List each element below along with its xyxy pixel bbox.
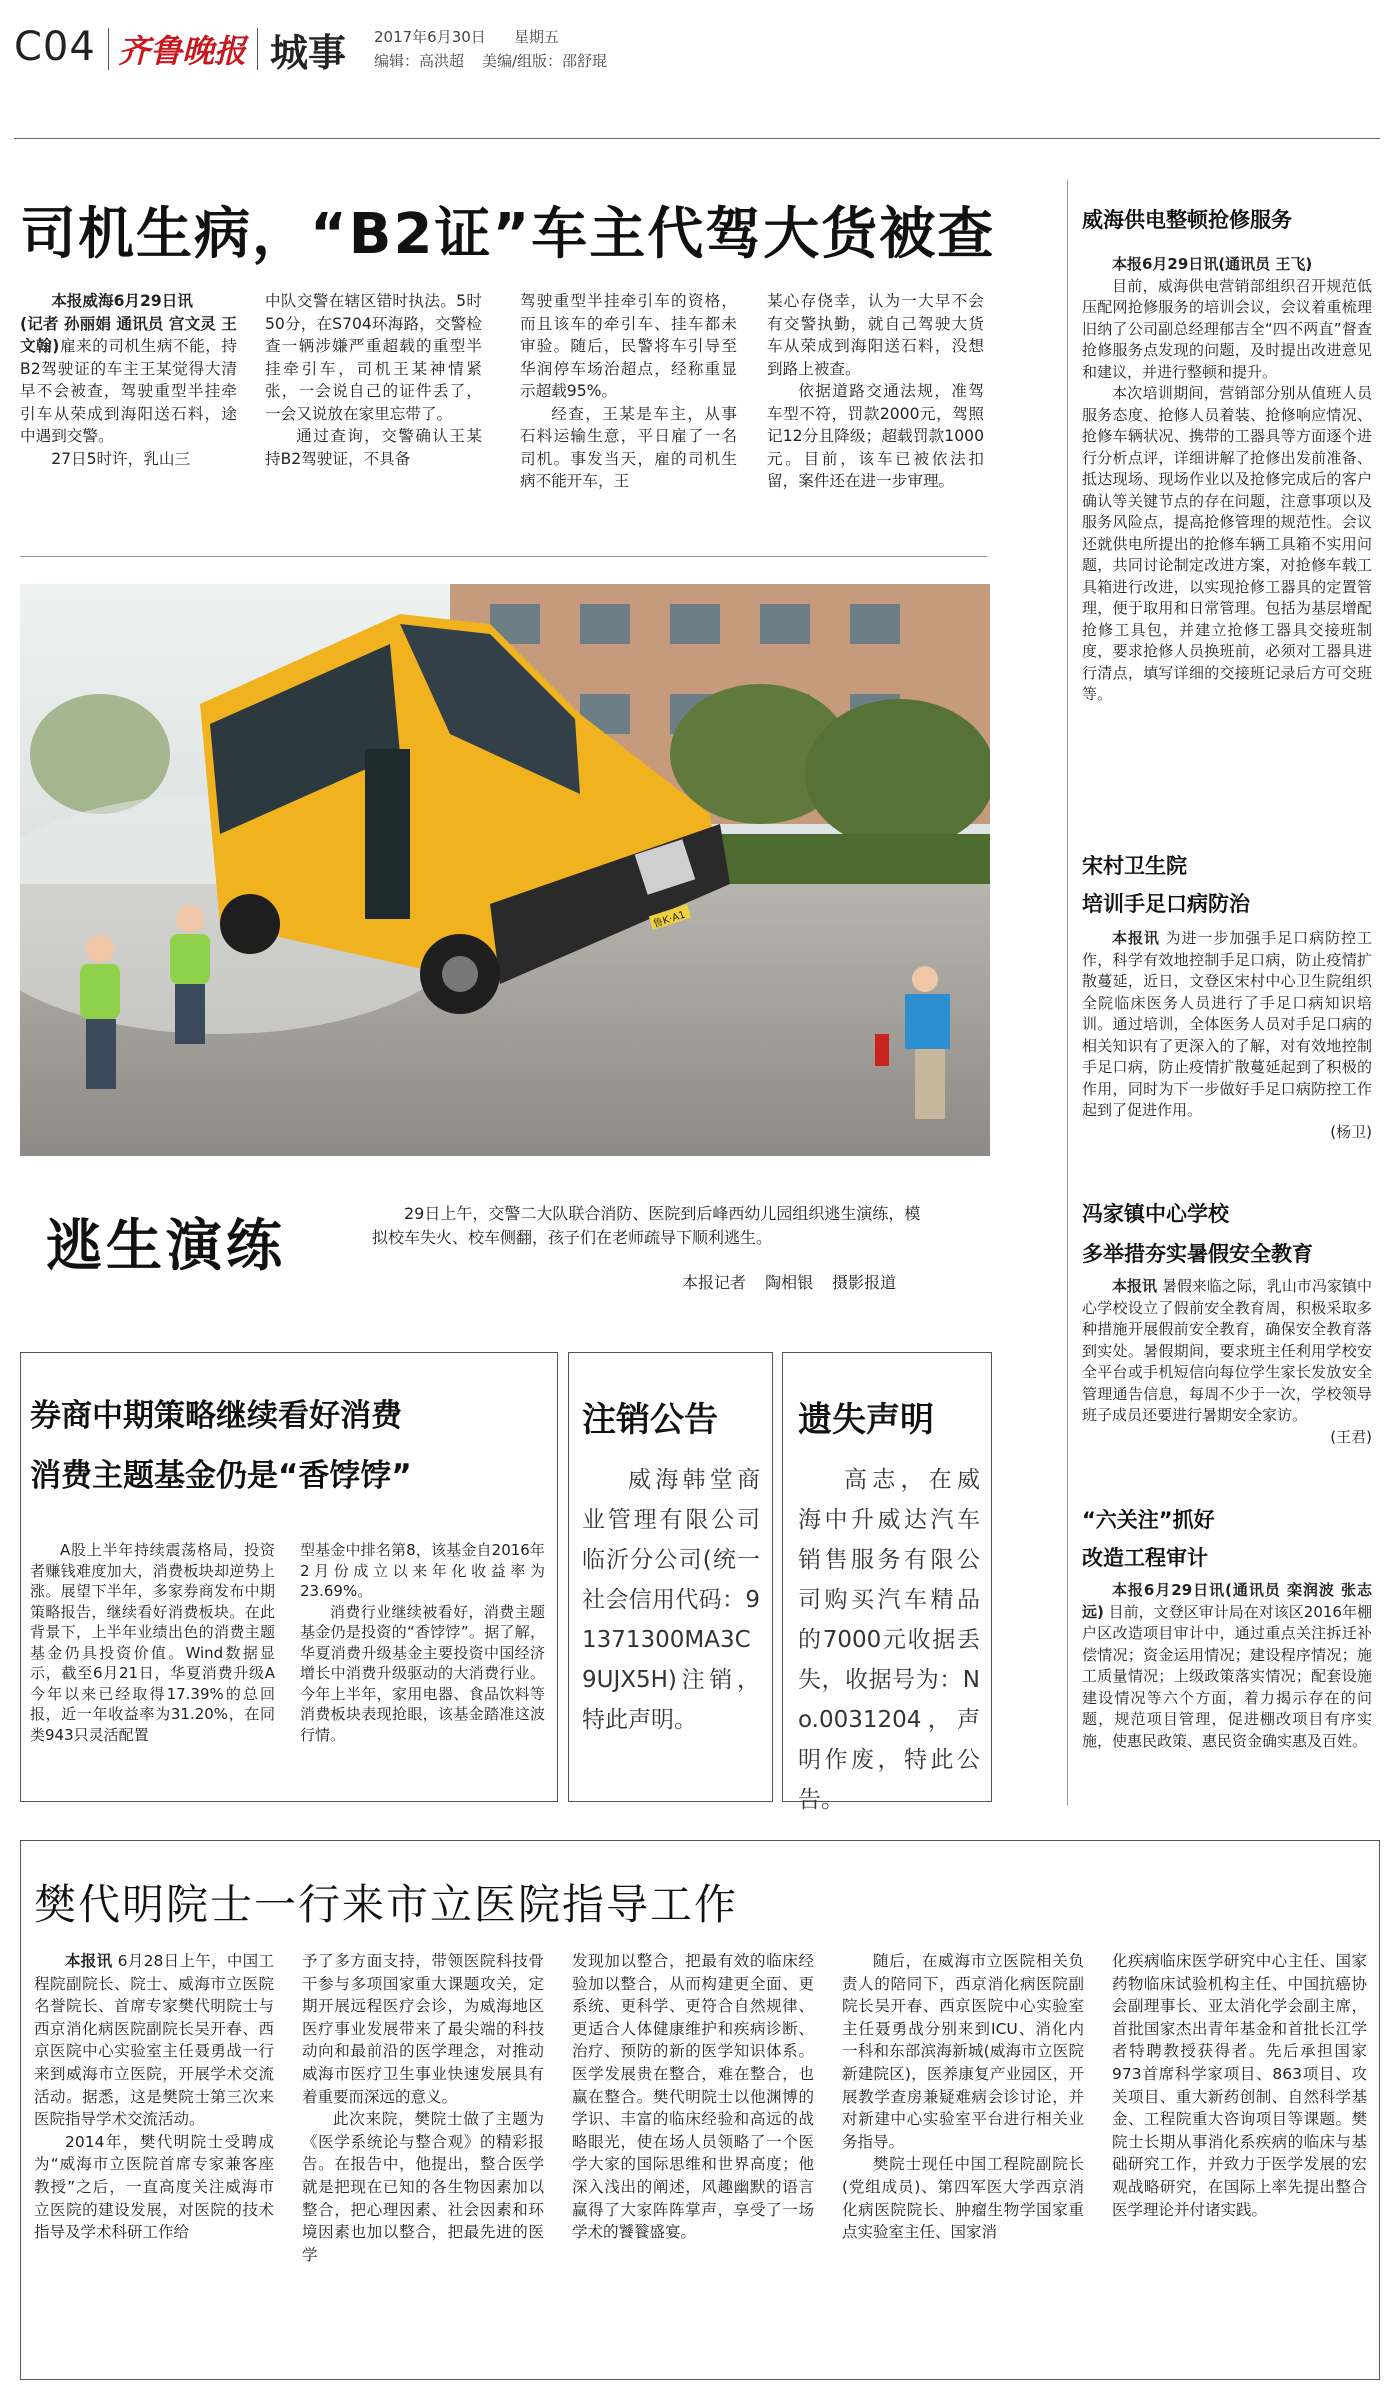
page-code: C04 <box>14 24 96 70</box>
notice-cancel-title: 注销公告 <box>582 1400 718 1440</box>
sidebar-3-body <box>1082 1276 1372 1448</box>
bottom-col2-text: 予了多方面支持，带领医院科技骨干参与多项国家重大课题攻关，定期开展远程医疗会诊，为威海地区医疗事业发展带来了最尖端的科技动向和最前沿的医学理念，对推动威海市医疗卫生事业快速发展具有着重要而深远的意义。 <box>302 1952 544 2106</box>
sidebar-3-title-1: 冯家镇中心学校 <box>1082 1202 1229 1226</box>
fund-col1-text: A股上半年持续震荡格局，投资者赚钱难度加大，消费板块却逆势上涨。展望下半年，多家券商发布中期策略报告，继续看好消费板块。在此背景下，上半年业绩出色的消费主题基金仍具投资价值。Wind数据显示，截至6月21日，华夏消费升级A今年以来已经取得17.39%的总回报，近一年收益率为31.20%，在同类943只灵活配置 <box>30 1541 275 1744</box>
sidebar-4-p1: 目前，文登区审计局在对该区2016年棚户区改造项目审计中，通过重点关注拆迁补偿情况；资金运用情况；建设程序情况；施工质量情况；上级政策落实情况；配套设施建设情况等六个方面，着力揭示存在的问题，规范项目管理，促进棚改项目有序实施，使惠民政策、惠民资金确实惠及百姓。 <box>1082 1602 1372 1750</box>
bottom-col-5 <box>1112 1950 1367 2370</box>
lead-dateline: 本报威海6月29日讯 <box>51 292 193 310</box>
lead-col2-p2: 通过查询，交警确认王某持B2驾驶证，不具备 <box>265 427 482 468</box>
lead-bottom-rule <box>20 556 987 557</box>
sidebar-3-sign: (王君) <box>1330 1427 1372 1446</box>
sidebar-4-title-2: 改造工程审计 <box>1082 1546 1208 1570</box>
bottom-col5-text: 化疾病临床医学研究中心主任、国家药物临床试验机构主任、中国抗癌协会副理事长、亚太消化学会副主席，首批国家杰出青年基金和首批长江学者特聘教授获得者。先后承担国家973首席科学家项目、863项目、攻关项目、重大新药创制、自然科学基金、工程院重大咨询项目等课题。樊院士长期从事消化系疾病的临床与基础研究工作，并致力于医学发展的宏观战略研究，在国际上率先提出整合医学理论并付诸实践。 <box>1112 1952 1367 2219</box>
sidebar-1-p1: 目前，威海供电营销部组织召开规范低压配网抢修服务的培训会议，会议着重梳理旧纳了公司副总经理郁吉全“四不两直”督查抢修服务点发现的问题，及时提出改进意见和建议，并进行整顿和提升。 <box>1082 276 1372 381</box>
lead-byline: (记者 孙丽娟 通讯员 宫文灵 王文翰) <box>20 314 237 355</box>
sidebar-1-lead: 本报6月29日讯(通讯员 王飞) <box>1112 255 1313 273</box>
bus-plate: 鲁K·A1 <box>651 909 687 931</box>
notice-lost-body <box>798 1460 980 1820</box>
sidebar-1-body <box>1082 254 1372 706</box>
sidebar-2-title-1: 宋村卫生院 <box>1082 854 1187 878</box>
fund-col2-a: 型基金中排名第8，该基金自2016年2月份成立以来年化收益率为23.69%。 <box>300 1541 545 1600</box>
bottom-col-4 <box>842 1950 1084 2370</box>
lead-col3-p2: 经查，王某是车主，从事石料运输生意，平日雇了一名司机。事发当天，雇的司机生病不能开车，王 <box>520 404 737 490</box>
photo-title: 逃生演练 <box>46 1214 286 1279</box>
notice-cancel-body <box>582 1460 760 1740</box>
designer-credit: 美编/组版：邵舒琨 <box>482 52 608 70</box>
bottom-col4-text: 随后，在威海市立医院相关负责人的陪同下，西京消化病医院副院长吴开春、西京医院中心实验室主任聂勇战分别来到ICU、消化内一科和东部滨海新城(威海市立医院新建院区)，医养康复产业园区，开展教学查房兼疑难病会诊讨论，并对新建中心实验室平台进行相关业务指导。 <box>842 1952 1084 2151</box>
notice-cancel-text: 威海韩堂商业管理有限公司临沂分公司(统一社会信用代码：91371300MA3C9UJX5H)注销，特此声明。 <box>582 1467 760 1733</box>
lead-col3-text: 驾驶重型半挂牵引车的资格，而且该车的牵引车、挂车都未审验。随后，民警将车引导至华润停车场治超点，经称重显示超载95%。 <box>520 292 737 400</box>
bottom-col-3 <box>572 1950 814 2370</box>
sidebar-3-p1: 暑假来临之际，乳山市冯家镇中心学校设立了假前安全教育周，积极采取多种措施开展假前安全教育，确保安全教育落到实处。暑假期间，要求班主任利用学校安全平台或手机短信向每位学生家长发放安全管理通告信息，每周不少于一次，学校领导班子成员还要进行暑期安全家访。 <box>1082 1277 1372 1424</box>
bottom-col-1 <box>34 1950 274 2370</box>
lead-col1-p2: 27日5时许，乳山三 <box>51 449 191 468</box>
notice-lost-title: 遗失声明 <box>798 1400 934 1440</box>
bottom-lead: 本报讯 <box>65 1952 113 1970</box>
section-name: 城事 <box>270 31 347 75</box>
notice-lost-text: 高志，在威海中升威达汽车销售服务有限公司购买汽车精品的7000元收据丢失，收据号为：No.0031204，声明作废，特此公告。 <box>798 1467 980 1813</box>
fund-title-1: 券商中期策略继续看好消费 <box>30 1398 402 1434</box>
fund-title-2: 消费主题基金仍是“香饽饽” <box>30 1458 412 1494</box>
editor-credit: 编辑：高洪超 <box>374 52 465 70</box>
photo-caption: 29日上午，交警二大队联合消防、医院到后峰西幼儿园组织逃生演练，模拟校车失火、校车侧翻，孩子们在老师疏导下顺利逃生。 <box>372 1204 921 1247</box>
sidebar-1-p2: 本次培训期间，营销部分别从值班人员服务态度、抢修人员着装、抢修响应情况、抢修车辆状况、携带的工器具等方面逐个进行分析点评，详细讲解了抢修出发前准备、抵达现场、现场作业以及抢修完成后的客户确认等关键节点的存在问题，注意事项以及服务风险点，提高抢修管理的规范性。会议还就供电所提出的抢修车辆工具箱不实用问题，共同讨论制定改进方案，对抢修车载工具箱进行改进，以实现抢修工器具的定置管理，便于取用和日常管理。包括为基层增配抢修工具包，并建立抢修工器具交接班制度，要求抢修人员换班前，必须对工器具进行清点，填写详细的交接班记录后方可交班等。 <box>1082 384 1372 703</box>
lead-col-4 <box>767 290 984 540</box>
lead-col4-p2: 依据道路交通法规，准驾车型不符，罚款2000元，驾照记12分且降级；超载罚款1000元。目前，该车已被依法扣留，案件还在进一步审理。 <box>767 382 984 490</box>
lead-col4-text: 某心存侥幸，认为一大早不会有交警执勤，就自己驾驶大货车从荣成到海阳送石料，没想到路上被查。 <box>767 292 984 378</box>
masthead-divider <box>257 28 258 70</box>
issue-weekday: 星期五 <box>514 28 560 46</box>
sidebar-4-title-1: “六关注”抓好 <box>1082 1508 1215 1532</box>
sidebar-2-body <box>1082 928 1372 1143</box>
photo-credit: 本报记者 陶相银 摄影报道 <box>682 1273 897 1292</box>
fund-col2-b: 消费行业继续被看好，消费主题基金仍是投资的“香饽饽”。据了解，华夏消费升级基金主要投资中国经济增长中消费升级驱动的大消费行业。今年上半年，家用电器、食品饮料等消费板块表现抢眼，该基金踏准这波行情。 <box>300 1602 545 1744</box>
lead-col-3 <box>520 290 737 540</box>
bottom-col1-text: 6月28日上午，中国工程院副院长、院士、威海市立医院名誉院长、首席专家樊代明院士与西京消化病医院副院长吴开春、西京医院中心实验室主任聂勇战一行来到威海市立医院，开展学术交流活动。据悉，这是樊院士第三次来医院指导学术交流活动。 <box>34 1952 274 2129</box>
lead-col-1 <box>20 290 237 540</box>
sidebar-4-lead: 本报6月29日讯(通讯员 栾润波 张志远) <box>1082 1581 1372 1621</box>
paper-logo: 齐鲁晚报 <box>118 32 247 70</box>
sidebar-3-title-2: 多举措夯实暑假安全教育 <box>1082 1242 1313 1266</box>
issue-date: 2017年6月30日 <box>374 28 486 46</box>
sidebar-2-title-2: 培训手足口病防治 <box>1082 892 1250 916</box>
sidebar-2-lead: 本报讯 <box>1112 929 1160 947</box>
bottom-headline: 樊代明院士一行来市立医院指导工作 <box>34 1880 739 1929</box>
fund-col-1 <box>30 1540 275 1790</box>
bottom-col2-p2: 此次来院，樊院士做了主题为《医学系统论与整合观》的精彩报告。在报告中，他提出，整合医学就是把现在已知的各生物因素加以整合，把心理因素、社会因素和环境因素也加以整合，把最先进的医学 <box>302 2110 544 2264</box>
sidebar-4-body <box>1082 1580 1372 1752</box>
news-photo <box>20 584 990 1156</box>
lead-col1-text: 雇来的司机生病不能，持B2驾驶证的车主王某觉得大清早不会被查，驾驶重型半挂牵引车从荣成到海阳送石料，途中遇到交警。 <box>20 337 237 445</box>
masthead-rule <box>14 138 1380 139</box>
bottom-col4-p2: 樊院士现任中国工程院副院长(党组成员)、第四军医大学西京消化病医院院长、肿瘤生物学国家重点实验室主任、国家消 <box>842 2155 1084 2242</box>
lead-col2-text: 中队交警在辖区错时执法。5时50分，在S704环海路，交警检查一辆涉嫌严重超载的重型半挂牵引车，司机王某神情紧张，一会说自己的证件丢了，一会又说放在家里忘带了。 <box>265 292 482 423</box>
bottom-col-2 <box>302 1950 544 2370</box>
sidebar-3-lead: 本报讯 <box>1112 1277 1158 1295</box>
sidebar-2-sign: (杨卫) <box>1330 1122 1372 1141</box>
sidebar-divider <box>1067 180 1068 1805</box>
lead-headline: 司机生病，“B2证”车主代驾大货被查 <box>20 202 996 267</box>
lead-col-2 <box>265 290 482 540</box>
bottom-col1-p2: 2014年，樊代明院士受聘成为“威海市立医院首席专家兼客座教授”之后，一直高度关注威海市立医院的建设发展，对医院的技术指导及学术科研工作给 <box>34 2132 274 2242</box>
masthead-divider <box>108 28 109 70</box>
photo-illustration <box>20 584 990 1156</box>
sidebar-2-p1: 为进一步加强手足口病防控工作，科学有效地控制手足口病，防止疫情扩散蔓延，近日，文登区宋村中心卫生院组织全院临床医务人员进行了手足口病知识培训。通过培训，全体医务人员对手足口病的相关知识有了更深入的了解，对有效地控制手足口病，防止疫情扩散蔓延起到了积极的作用，同时为下一步做好手足口病防控工作起到了促进作用。 <box>1082 929 1372 1119</box>
bottom-col3-text: 发现加以整合，把最有效的临床经验加以整合，从而构建更全面、更系统、更科学、更符合自然规律、更适合人体健康维护和疾病诊断、治疗、预防的新的医学知识体系。医学发展贵在整合，难在整合，也赢在整合。樊代明院士以他渊博的学识、丰富的临床经验和高远的战略眼光，使在场人员领略了一个医学大家的国际思维和世界高度；他深入浅出的阐述，风趣幽默的语言赢得了大家阵阵掌声，享受了一场学术的饕餮盛宴。 <box>572 1952 814 2242</box>
fund-col-2 <box>300 1540 545 1790</box>
sidebar-1-title: 威海供电整顿抢修服务 <box>1082 208 1292 232</box>
